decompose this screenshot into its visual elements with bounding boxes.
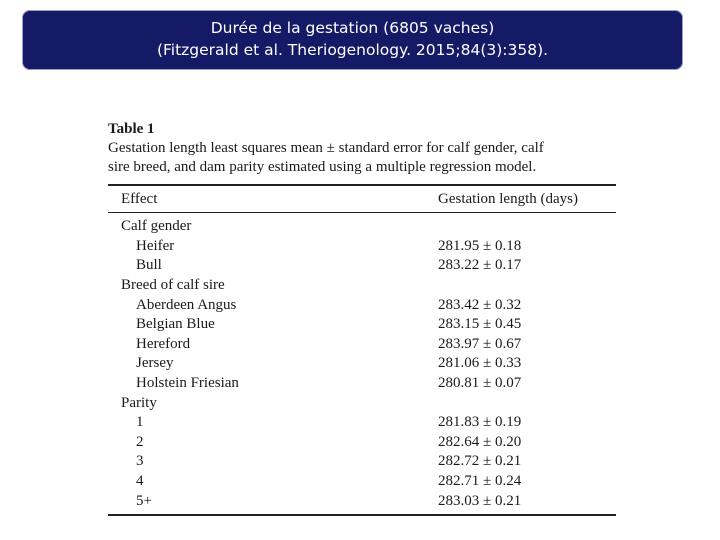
table-row	[108, 295, 616, 315]
gestation-value-cell: 281.95 ± 0.18	[438, 237, 522, 254]
title-banner	[22, 10, 683, 70]
effect-cell: 5+	[136, 492, 152, 509]
effect-cell: Aberdeen Angus	[136, 296, 237, 313]
column-header-gestation-length: Gestation length (days)	[438, 190, 578, 207]
table-header	[108, 186, 616, 212]
table-row	[108, 354, 616, 374]
table-label: Table 1	[108, 121, 155, 137]
gestation-value-cell: 283.42 ± 0.32	[438, 296, 522, 313]
gestation-table	[108, 120, 616, 516]
table-caption	[108, 139, 616, 177]
gestation-value-cell: 281.83 ± 0.19	[438, 414, 522, 431]
effect-cell: Holstein Friesian	[136, 375, 239, 392]
table-row	[108, 315, 616, 335]
column-header-effect: Effect	[121, 190, 158, 207]
table-row	[108, 472, 616, 492]
effect-cell: Hereford	[136, 335, 191, 352]
effect-cell: 4	[136, 473, 144, 490]
table-row	[108, 237, 616, 257]
table-row	[108, 413, 616, 433]
banner-title-line: Durée de la gestation (6805 vaches)	[210, 19, 495, 37]
gestation-value-cell: 283.97 ± 0.67	[438, 335, 522, 352]
table-row	[108, 335, 616, 355]
effect-cell: Bull	[136, 257, 162, 274]
table-bottom-rule	[108, 514, 616, 516]
effect-cell: Calf gender	[121, 218, 192, 235]
banner-citation-line: (Fitzgerald et al. Theriogenology. 2015;84(3):358).	[156, 41, 549, 59]
gestation-value-cell: 282.64 ± 0.20	[438, 433, 522, 450]
gestation-value-cell: 283.15 ± 0.45	[438, 316, 522, 333]
effect-cell: 3	[136, 453, 144, 470]
effect-cell: Belgian Blue	[136, 316, 215, 333]
table-body	[108, 213, 616, 511]
gestation-value-cell: 281.06 ± 0.33	[438, 355, 522, 372]
effect-cell: 2	[136, 433, 144, 450]
table-row	[108, 433, 616, 453]
table-row	[108, 452, 616, 472]
gestation-value-cell: 283.22 ± 0.17	[438, 257, 522, 274]
table-caption-line: sire breed, and dam parity estimated using a multiple regression model.	[108, 159, 537, 175]
table-row	[108, 256, 616, 276]
effect-cell: Parity	[121, 394, 157, 411]
gestation-value-cell: 282.72 ± 0.21	[438, 453, 522, 470]
table-group-row	[108, 393, 616, 413]
effect-cell: 1	[136, 414, 144, 431]
table-group-row	[108, 217, 616, 237]
effect-cell: Breed of calf sire	[121, 277, 225, 294]
effect-cell: Jersey	[136, 355, 174, 372]
gestation-value-cell: 280.81 ± 0.07	[438, 375, 522, 392]
effect-cell: Heifer	[136, 237, 175, 254]
gestation-value-cell: 283.03 ± 0.21	[438, 492, 522, 509]
table-caption-line: Gestation length least squares mean ± standard error for calf gender, calf	[108, 140, 544, 156]
table-group-row	[108, 276, 616, 296]
table-row	[108, 374, 616, 394]
table-row	[108, 491, 616, 511]
gestation-value-cell: 282.71 ± 0.24	[438, 473, 522, 490]
